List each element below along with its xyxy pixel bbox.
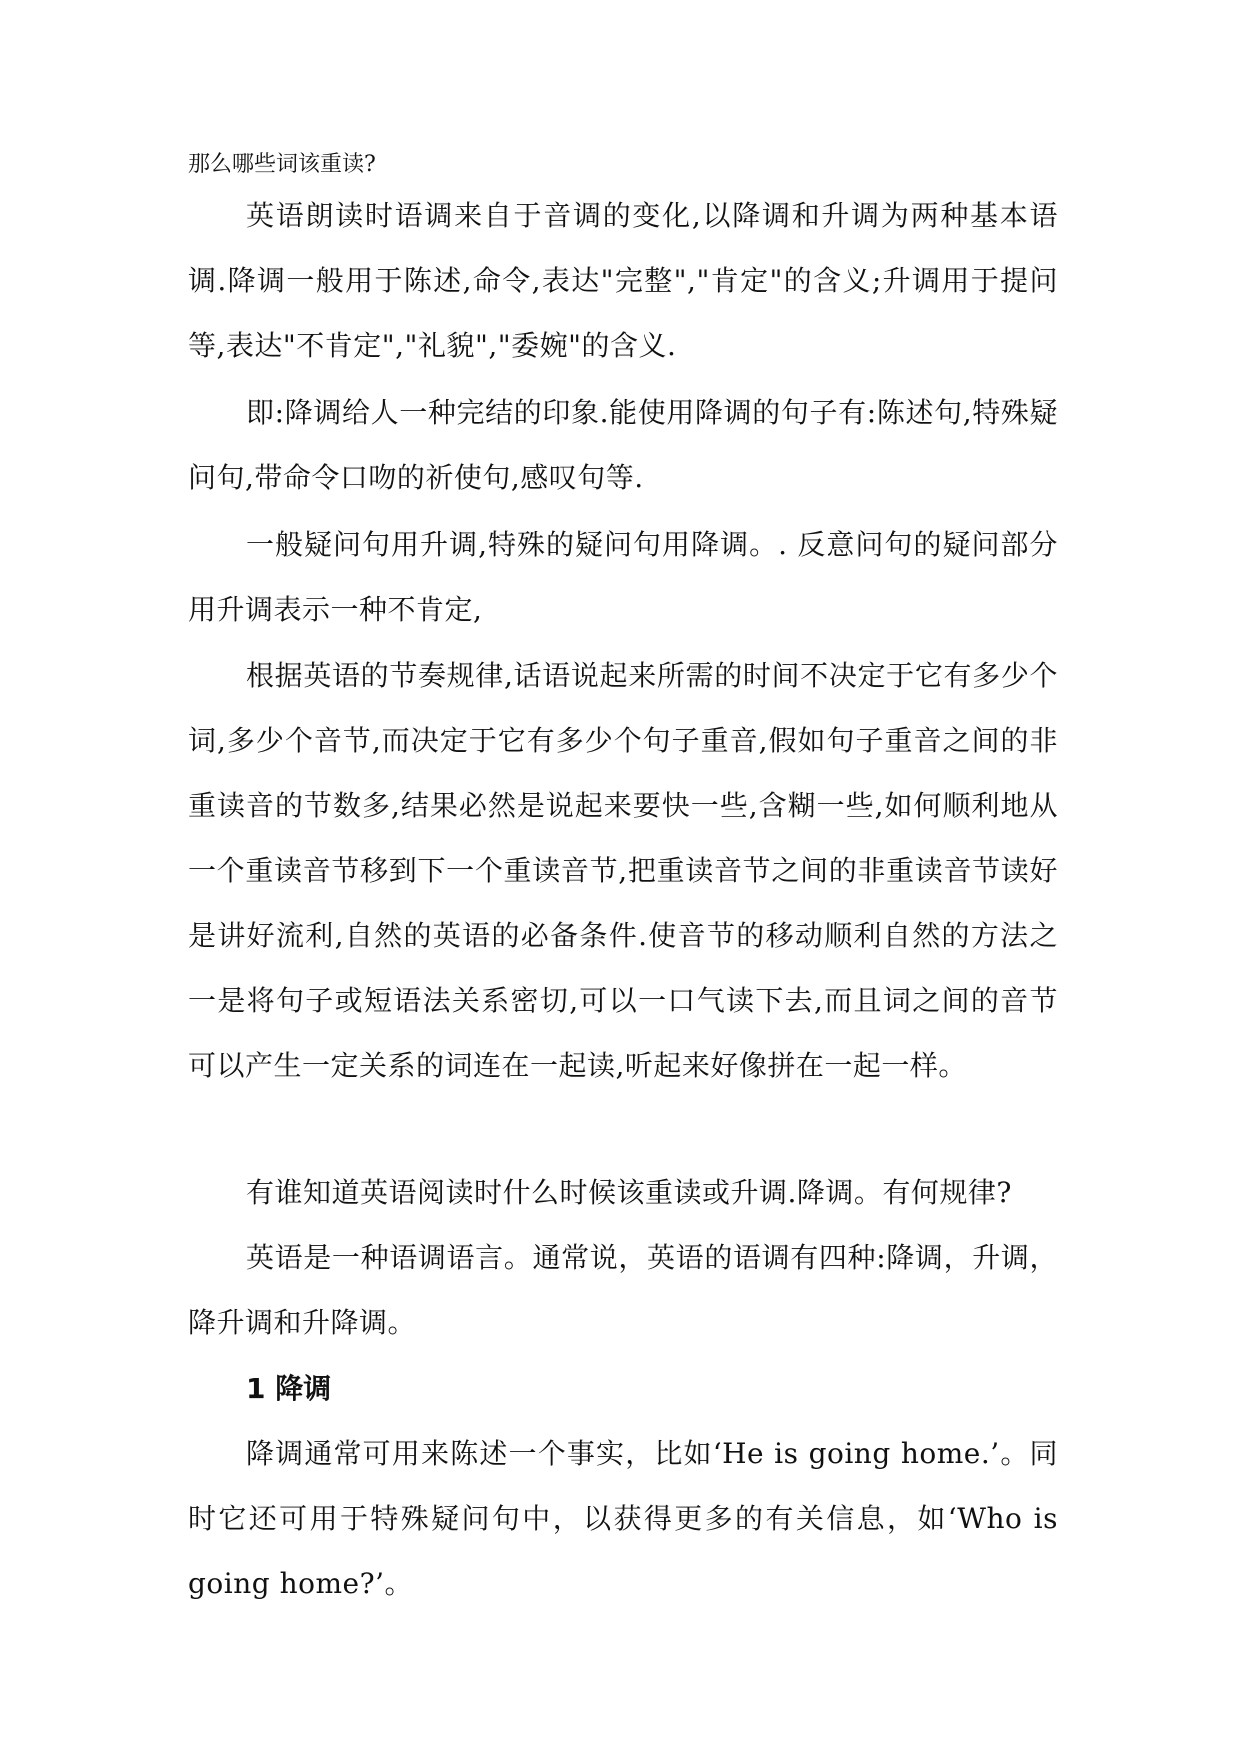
- paragraph-four-tones: 英语是一种语调语言。通常说，英语的语调有四种:降调，升调，降升调和升降调。: [188, 1241, 1058, 1339]
- lead-line: 那么哪些词该重读?: [188, 152, 376, 177]
- section-heading-falling-tone: 1 降调: [246, 1372, 332, 1405]
- paragraph-falling-tone-examples: 降调通常可用来陈述一个事实，比如‘He is going home.’。同时它还可用于特殊疑问句中，以获得更多的有关信息，如‘Who is going home?’。: [188, 1437, 1058, 1600]
- paragraph-falling-tone-usage: 即:降调给人一种完结的印象.能使用降调的句子有:陈述句,特殊疑问句,带命令口吻的祈使句,感叹句等.: [188, 396, 1058, 494]
- paragraph-question: 有谁知道英语阅读时什么时候该重读或升调.降调。有何规律?: [246, 1176, 1012, 1209]
- paragraph-rhythm-rules: 根据英语的节奏规律,话语说起来所需的时间不决定于它有多少个词,多少个音节,而决定于它有多少个句子重音,假如句子重音之间的非重读音的节数多,结果必然是说起来要快一些,含糊一些,如何顺利地从一个重读音节移到下一个重读音节,把重读音节之间的非重读音节读好是讲好流利,自然的英语的必备条件.使音节的移动顺利自然的方法之一是将句子或短语法关系密切,可以一口气读下去,而且词之间的音节可以产生一定关系的词连在一起读,听起来好像拼在一起一样。: [188, 659, 1058, 1082]
- paragraph-question-tones: 一般疑问句用升调,特殊的疑问句用降调。. 反意问句的疑问部分用升调表示一种不肯定,: [188, 528, 1058, 626]
- paragraph-intonation-basics: 英语朗读时语调来自于音调的变化,以降调和升调为两种基本语调.降调一般用于陈述,命令,表达"完整","肯定"的含义;升调用于提问等,表达"不肯定","礼貌","委婉"的含义.: [188, 199, 1058, 362]
